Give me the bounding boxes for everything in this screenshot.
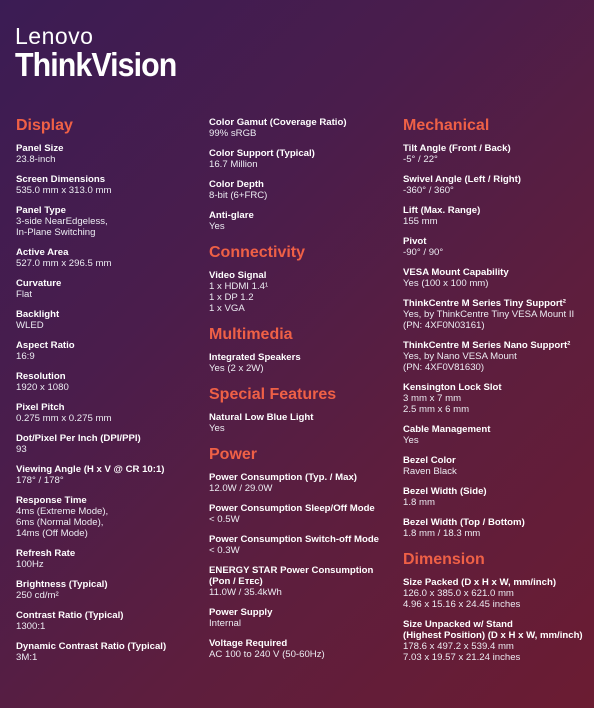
spec-value: 16.7 Million xyxy=(209,159,258,170)
spec-item xyxy=(403,577,594,610)
spec-item xyxy=(403,143,594,165)
spec-item xyxy=(209,534,399,556)
spec-value: Flat xyxy=(16,289,32,300)
spec-label: Panel Size xyxy=(16,143,64,154)
spec-label: Brightness (Typical) xyxy=(16,579,108,590)
spec-label: ThinkCentre M Series Nano Support² xyxy=(403,340,571,351)
spec-label: Response Time xyxy=(16,495,87,506)
spec-item xyxy=(209,179,399,201)
spec-label: Bezel Width (Side) xyxy=(403,486,487,497)
spec-label: Size Unpacked w/ Stand (Highest Position) (D x H x W, mm/inch) xyxy=(403,619,583,641)
spec-item xyxy=(209,117,399,139)
spec-value: Yes, by Nano VESA Mount (PN: 4XF0V81630) xyxy=(403,351,517,373)
spec-value: AC 100 to 240 V (50-60Hz) xyxy=(209,649,325,660)
spec-label: Power Supply xyxy=(209,607,273,618)
spec-label: Video Signal xyxy=(209,270,267,281)
spec-label: Active Area xyxy=(16,247,69,258)
spec-section-power xyxy=(209,446,399,660)
section-title: Mechanical xyxy=(403,117,490,134)
spec-value: Yes, by ThinkCentre Tiny VESA Mount II (PN: 4XF0N03161) xyxy=(403,309,575,331)
spec-value: Yes (2 x 2W) xyxy=(209,363,264,374)
section-title: Power xyxy=(209,446,258,463)
spec-value: Yes xyxy=(209,423,225,434)
spec-label: Lift (Max. Range) xyxy=(403,205,481,216)
spec-label: Resolution xyxy=(16,371,66,382)
spec-item xyxy=(209,412,399,434)
spec-item xyxy=(16,495,202,539)
spec-item xyxy=(403,298,594,331)
spec-item xyxy=(403,517,594,539)
section-title: Connectivity xyxy=(209,244,306,261)
spec-value: -90° / 90° xyxy=(403,247,444,258)
spec-item xyxy=(209,472,399,494)
spec-item xyxy=(403,236,594,258)
spec-label: Screen Dimensions xyxy=(16,174,106,185)
spec-value: 126.0 x 385.0 x 621.0 mm 4.96 x 15.16 x 24.45 inches xyxy=(403,588,521,610)
spec-item xyxy=(209,270,399,314)
spec-item xyxy=(403,619,594,663)
spec-value: 1.8 mm xyxy=(403,497,435,508)
spec-value: 1300:1 xyxy=(16,621,46,632)
spec-label: Kensington Lock Slot xyxy=(403,382,502,393)
thinkvision-wordmark: ThinkVision xyxy=(15,46,177,83)
spec-label: Dot/Pixel Per Inch (DPI/PPI) xyxy=(16,433,141,444)
spec-value: Raven Black xyxy=(403,466,457,477)
spec-label: Color Depth xyxy=(209,179,264,190)
spec-value: 3-side NearEdgeless, In-Plane Switching xyxy=(16,216,108,238)
spec-item xyxy=(16,143,202,165)
spec-item xyxy=(209,638,399,660)
spec-column-middle xyxy=(209,117,399,669)
spec-value: Internal xyxy=(209,618,241,629)
spec-label: ThinkCentre M Series Tiny Support² xyxy=(403,298,566,309)
spec-label: VESA Mount Capability xyxy=(403,267,509,278)
spec-item xyxy=(16,205,202,238)
spec-value: 4ms (Extreme Mode), 6ms (Normal Mode), 14ms (Off Mode) xyxy=(16,506,109,539)
section-title: Special Features xyxy=(209,386,337,403)
spec-section-connectivity xyxy=(209,244,399,314)
spec-label: Natural Low Blue Light xyxy=(209,412,314,423)
spec-label: Power Consumption Sleep/Off Mode xyxy=(209,503,375,514)
spec-value: 178.6 x 497.2 x 539.4 mm 7.03 x 19.57 x 21.24 inches xyxy=(403,641,521,663)
spec-section-continued xyxy=(209,117,399,232)
spec-label: Refresh Rate xyxy=(16,548,76,559)
spec-label: Color Support (Typical) xyxy=(209,148,315,159)
spec-value: 8-bit (6+FRC) xyxy=(209,190,268,201)
spec-label: Pivot xyxy=(403,236,427,247)
spec-value: 12.0W / 29.0W xyxy=(209,483,273,494)
spec-label: Bezel Width (Top / Bottom) xyxy=(403,517,525,528)
spec-label: Size Packed (D x H x W, mm/inch) xyxy=(403,577,557,588)
section-title: Multimedia xyxy=(209,326,293,343)
spec-label: Color Gamut (Coverage Ratio) xyxy=(209,117,347,128)
spec-label: Curvature xyxy=(16,278,62,289)
spec-section-display xyxy=(16,117,202,663)
spec-value: 0.275 mm x 0.275 mm xyxy=(16,413,112,424)
brand-logo xyxy=(15,24,190,82)
spec-label: Pixel Pitch xyxy=(16,402,65,413)
spec-value: 93 xyxy=(16,444,27,455)
spec-value: 1920 x 1080 xyxy=(16,382,69,393)
spec-value: 3 mm x 7 mm 2.5 mm x 6 mm xyxy=(403,393,470,415)
spec-label: Panel Type xyxy=(16,205,66,216)
spec-item xyxy=(403,424,594,446)
spec-column-right xyxy=(403,117,594,672)
spec-item xyxy=(209,607,399,629)
spec-value: < 0.3W xyxy=(209,545,240,556)
spec-value: 535.0 mm x 313.0 mm xyxy=(16,185,112,196)
spec-item xyxy=(16,579,202,601)
spec-value: -5° / 22° xyxy=(403,154,438,165)
spec-value: Yes xyxy=(209,221,225,232)
lenovo-wordmark: Lenovo xyxy=(15,23,94,49)
spec-value: 1 x HDMI 1.4¹ 1 x DP 1.2 1 x VGA xyxy=(209,281,269,314)
spec-item xyxy=(16,340,202,362)
spec-label: Backlight xyxy=(16,309,60,320)
spec-item xyxy=(403,205,594,227)
spec-item xyxy=(16,464,202,486)
spec-value: Yes (100 x 100 mm) xyxy=(403,278,489,289)
spec-label: Power Consumption Switch-off Mode xyxy=(209,534,380,545)
spec-label: Voltage Required xyxy=(209,638,288,649)
spec-item xyxy=(16,278,202,300)
spec-item xyxy=(403,174,594,196)
spec-item xyxy=(16,433,202,455)
spec-label: Cable Management xyxy=(403,424,491,435)
spec-label: Swivel Angle (Left / Right) xyxy=(403,174,521,185)
section-title: Display xyxy=(16,117,73,134)
spec-value: 155 mm xyxy=(403,216,438,227)
spec-value: 3M:1 xyxy=(16,652,38,663)
spec-item xyxy=(16,247,202,269)
spec-label: Aspect Ratio xyxy=(16,340,75,351)
spec-value: Yes xyxy=(403,435,419,446)
spec-value: 1.8 mm / 18.3 mm xyxy=(403,528,481,539)
spec-item xyxy=(209,148,399,170)
spec-section-mechanical xyxy=(403,117,594,539)
spec-item xyxy=(403,267,594,289)
spec-label: Tilt Angle (Front / Back) xyxy=(403,143,511,154)
spec-column-left xyxy=(16,117,202,672)
spec-value: 178° / 178° xyxy=(16,475,64,486)
spec-item xyxy=(209,352,399,374)
spec-section-dimension xyxy=(403,551,594,663)
spec-item xyxy=(16,610,202,632)
spec-item xyxy=(403,382,594,415)
spec-value: < 0.5W xyxy=(209,514,240,525)
spec-value: -360° / 360° xyxy=(403,185,454,196)
spec-item xyxy=(209,503,399,525)
spec-label: Anti-glare xyxy=(209,210,254,221)
spec-item xyxy=(209,565,399,598)
spec-item xyxy=(403,340,594,373)
spec-value: 11.0W / 35.4kWh xyxy=(209,587,282,598)
spec-label: Bezel Color xyxy=(403,455,456,466)
spec-value: 100Hz xyxy=(16,559,44,570)
spec-label: Viewing Angle (H x V @ CR 10:1) xyxy=(16,464,165,475)
section-title: Dimension xyxy=(403,551,485,568)
spec-item xyxy=(16,402,202,424)
spec-item xyxy=(16,309,202,331)
spec-item xyxy=(16,371,202,393)
spec-value: 23.8-inch xyxy=(16,154,56,165)
spec-value: 16:9 xyxy=(16,351,35,362)
spec-section-special-features xyxy=(209,386,399,434)
spec-item xyxy=(16,174,202,196)
spec-item xyxy=(209,210,399,232)
spec-value: 99% sRGB xyxy=(209,128,257,139)
spec-value: 250 cd/m² xyxy=(16,590,59,601)
spec-label: Dynamic Contrast Ratio (Typical) xyxy=(16,641,167,652)
spec-item xyxy=(16,548,202,570)
spec-section-multimedia xyxy=(209,326,399,374)
spec-item xyxy=(403,455,594,477)
spec-value: 527.0 mm x 296.5 mm xyxy=(16,258,112,269)
spec-item xyxy=(16,641,202,663)
spec-label: Contrast Ratio (Typical) xyxy=(16,610,124,621)
spec-label: ENERGY STAR Power Consumption (Pon / Eᴛᴇᴄ) xyxy=(209,565,374,587)
spec-value: WLED xyxy=(16,320,44,331)
spec-item xyxy=(403,486,594,508)
spec-label: Integrated Speakers xyxy=(209,352,301,363)
spec-label: Power Consumption (Typ. / Max) xyxy=(209,472,357,483)
